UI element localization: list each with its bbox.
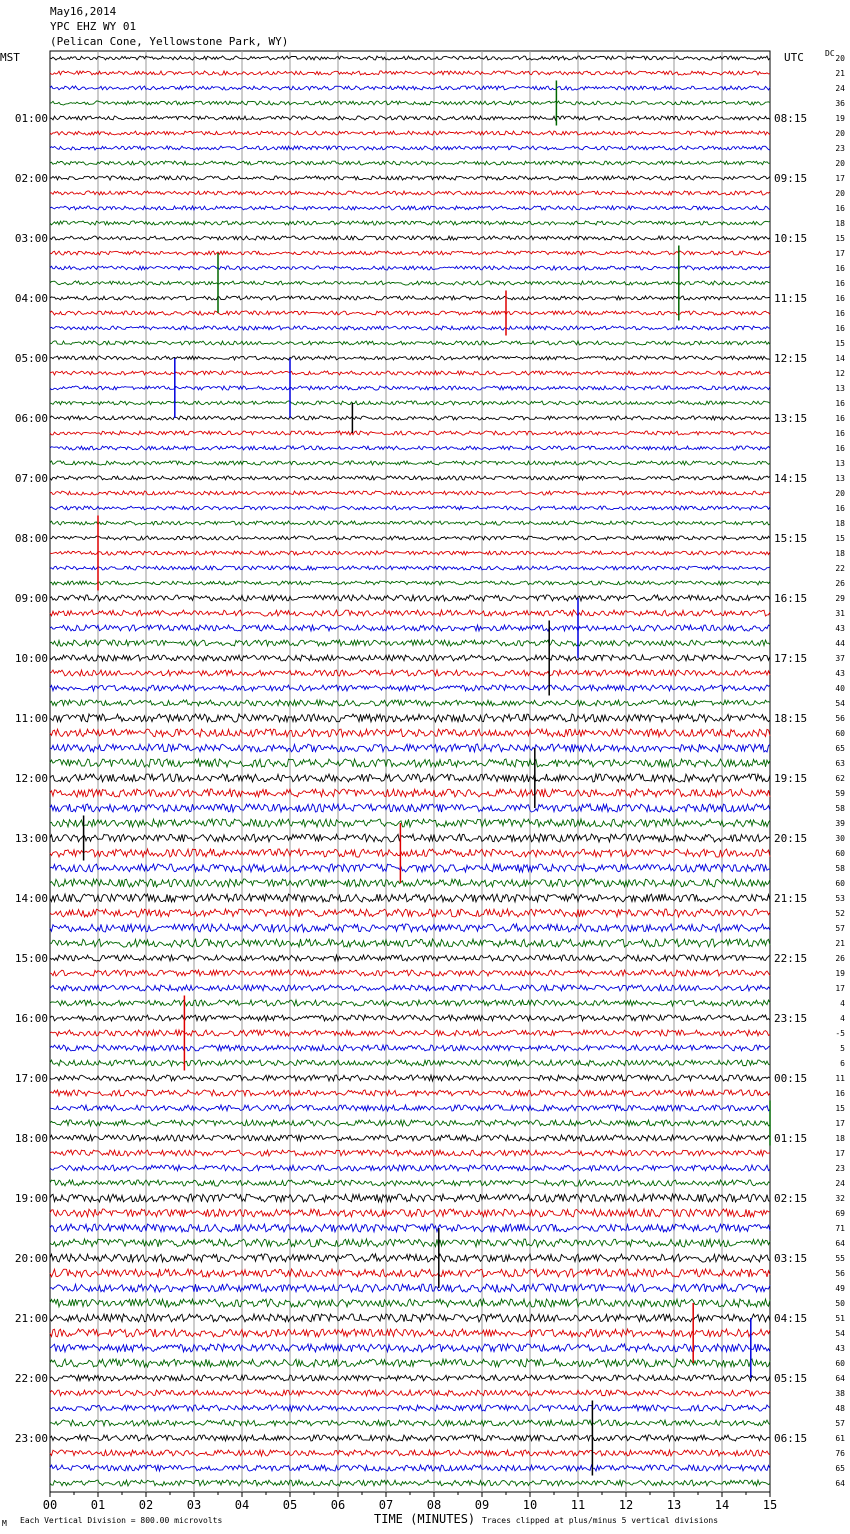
dc-offset-value: 16: [835, 429, 845, 438]
trace-line: [50, 1000, 770, 1006]
x-tick-label: 04: [234, 1498, 250, 1512]
left-hour-label: 08:00: [14, 532, 48, 545]
trace-line: [50, 700, 770, 706]
dc-offset-value: 17: [835, 1119, 845, 1128]
dc-offset-value: 71: [835, 1224, 845, 1233]
dc-offset-value: 18: [835, 549, 845, 558]
dc-offset-value: 16: [835, 324, 845, 333]
right-hour-label: 19:15: [774, 772, 808, 785]
dc-offset-value: 30: [835, 834, 845, 843]
dc-offset-value: 69: [835, 1209, 845, 1218]
trace-line: [50, 625, 770, 631]
dc-offset-value: 17: [835, 984, 845, 993]
dc-offset-value: 15: [835, 534, 845, 543]
trace-line: [50, 581, 770, 585]
dc-offset-value: 59: [835, 789, 845, 798]
dc-offset-value: 44: [835, 639, 845, 648]
right-hour-label: 01:15: [774, 1132, 808, 1145]
trace-line: [50, 416, 770, 420]
dc-offset-value: 16: [835, 294, 845, 303]
right-hour-label: 12:15: [774, 352, 808, 365]
trace-line: [50, 251, 770, 255]
right-hour-label: 17:15: [774, 652, 808, 665]
dc-offset-value: 22: [835, 564, 845, 573]
x-tick-label: 03: [186, 1498, 202, 1512]
trace-line: [50, 521, 770, 525]
left-hour-label: 14:00: [14, 892, 48, 905]
dc-offset-value: 26: [835, 579, 845, 588]
trace-line: [50, 446, 770, 450]
right-hour-label: 04:15: [774, 1312, 808, 1325]
left-hour-label: 09:00: [14, 592, 48, 605]
right-hour-label: 10:15: [774, 232, 808, 245]
left-hour-label: 23:00: [14, 1432, 48, 1445]
trace-line: [50, 431, 770, 435]
dc-offset-value: 26: [835, 954, 845, 963]
left-hour-label: 19:00: [14, 1192, 48, 1205]
dc-offset-value: 37: [835, 654, 845, 663]
dc-offset-value: 65: [835, 744, 845, 753]
right-hour-label: 05:15: [774, 1372, 808, 1385]
corner-mark: M: [2, 1519, 7, 1528]
left-hour-label: 06:00: [14, 412, 48, 425]
right-hour-label: 09:15: [774, 172, 808, 185]
dc-offset-value: 24: [835, 84, 845, 93]
dc-offset-value: 54: [835, 699, 845, 708]
dc-offset-value: 57: [835, 1419, 845, 1428]
trace-line: [50, 1030, 770, 1036]
x-tick-label: 11: [570, 1498, 586, 1512]
right-hour-label: 02:15: [774, 1192, 808, 1205]
trace-line: [50, 1120, 770, 1126]
dc-offset-value: 56: [835, 714, 845, 723]
dc-offset-value: 16: [835, 1089, 845, 1098]
x-tick-label: 13: [666, 1498, 682, 1512]
trace-line: [50, 176, 770, 180]
trace-line: [50, 1435, 770, 1441]
trace-line: [50, 1135, 770, 1141]
dc-offset-value: 43: [835, 1344, 845, 1353]
right-hour-label: 15:15: [774, 532, 808, 545]
dc-offset-value: 21: [835, 69, 845, 78]
right-hour-label: 22:15: [774, 952, 808, 965]
trace-line: [50, 56, 770, 60]
trace-line: [50, 236, 770, 240]
trace-line: [50, 819, 770, 827]
trace-line: [50, 1329, 770, 1337]
trace-line: [50, 551, 770, 555]
station-title: YPC EHZ WY 01: [50, 20, 137, 33]
dc-offset-value: 65: [835, 1464, 845, 1473]
trace-line: [50, 655, 770, 661]
dc-offset-value: 13: [835, 474, 845, 483]
dc-offset-value: 58: [835, 804, 845, 813]
dc-offset-value: 15: [835, 339, 845, 348]
dc-offset-value: 32: [835, 1194, 845, 1203]
dc-offset-value: 60: [835, 879, 845, 888]
x-tick-label: 06: [330, 1498, 346, 1512]
dc-offset-value: 54: [835, 1329, 845, 1338]
trace-line: [50, 864, 770, 872]
dc-offset-value: -5: [835, 1029, 845, 1038]
trace-line: [50, 1450, 770, 1456]
x-axis-label: TIME (MINUTES): [374, 1512, 476, 1526]
trace-line: [50, 1299, 770, 1307]
trace-line: [50, 985, 770, 991]
trace-line: [50, 744, 770, 752]
left-hour-label: 07:00: [14, 472, 48, 485]
dc-offset-value: 4: [840, 1014, 845, 1023]
trace-line: [50, 640, 770, 646]
dc-offset-value: 13: [835, 459, 845, 468]
trace-line: [50, 386, 770, 390]
trace-line: [50, 789, 770, 797]
dc-offset-value: 17: [835, 1149, 845, 1158]
dc-offset-value: 64: [835, 1239, 845, 1248]
trace-line: [50, 101, 770, 105]
trace-line: [50, 670, 770, 676]
left-timezone-label: MST: [0, 51, 20, 64]
left-hour-label: 10:00: [14, 652, 48, 665]
trace-line: [50, 1150, 770, 1156]
trace-line: [50, 970, 770, 976]
dc-offset-value: 20: [835, 189, 845, 198]
dc-offset-value: 11: [835, 1074, 845, 1083]
left-hour-label: 21:00: [14, 1312, 48, 1325]
x-tick-label: 08: [426, 1498, 442, 1512]
right-hour-label: 06:15: [774, 1432, 808, 1445]
right-hour-label: 21:15: [774, 892, 808, 905]
trace-line: [50, 1090, 770, 1096]
dc-offset-value: 4: [840, 999, 845, 1008]
trace-line: [50, 939, 770, 947]
trace-line: [50, 1180, 770, 1186]
left-hour-label: 20:00: [14, 1252, 48, 1265]
date-title: May16,2014: [50, 5, 117, 18]
dc-offset-value: 38: [835, 1389, 845, 1398]
x-tick-label: 07: [378, 1498, 394, 1512]
dc-offset-value: 64: [835, 1374, 845, 1383]
dc-offset-value: 18: [835, 219, 845, 228]
x-tick-label: 01: [90, 1498, 106, 1512]
trace-line: [50, 71, 770, 75]
dc-offset-value: 12: [835, 369, 845, 378]
x-tick-label: 10: [522, 1498, 538, 1512]
dc-offset-value: 61: [835, 1434, 845, 1443]
trace-line: [50, 595, 770, 601]
trace-line: [50, 1375, 770, 1381]
trace-line: [50, 1194, 770, 1202]
right-hour-label: 03:15: [774, 1252, 808, 1265]
left-hour-label: 22:00: [14, 1372, 48, 1385]
trace-line: [50, 356, 770, 360]
left-hour-label: 11:00: [14, 712, 48, 725]
trace-line: [50, 116, 770, 120]
x-tick-label: 00: [42, 1498, 58, 1512]
trace-line: [50, 1284, 770, 1292]
dc-offset-value: 18: [835, 519, 845, 528]
trace-line: [50, 296, 770, 300]
trace-line: [50, 1314, 770, 1322]
trace-line: [50, 401, 770, 405]
dc-offset-value: 57: [835, 924, 845, 933]
trace-line: [50, 804, 770, 812]
dc-offset-value: 76: [835, 1449, 845, 1458]
dc-offset-value: 29: [835, 594, 845, 603]
trace-line: [50, 759, 770, 767]
left-hour-label: 17:00: [14, 1072, 48, 1085]
trace-line: [50, 206, 770, 210]
dc-offset-value: 16: [835, 444, 845, 453]
right-hour-label: 20:15: [774, 832, 808, 845]
left-hour-label: 05:00: [14, 352, 48, 365]
trace-line: [50, 506, 770, 510]
right-hour-label: 08:15: [774, 112, 808, 125]
trace-line: [50, 1239, 770, 1247]
dc-offset-value: 39: [835, 819, 845, 828]
dc-offset-value: 16: [835, 204, 845, 213]
trace-line: [50, 1224, 770, 1232]
trace-line: [50, 849, 770, 857]
dc-offset-value: 64: [835, 1479, 845, 1488]
trace-line: [50, 341, 770, 345]
trace-line: [50, 131, 770, 135]
dc-offset-value: 62: [835, 774, 845, 783]
dc-offset-value: 16: [835, 504, 845, 513]
right-hour-label: 23:15: [774, 1012, 808, 1025]
trace-line: [50, 729, 770, 737]
dc-offset-value: 17: [835, 174, 845, 183]
trace-line: [50, 1405, 770, 1411]
right-hour-label: 13:15: [774, 412, 808, 425]
right-hour-label: 11:15: [774, 292, 808, 305]
left-hour-label: 13:00: [14, 832, 48, 845]
trace-line: [50, 371, 770, 375]
dc-offset-value: 63: [835, 759, 845, 768]
dc-offset-value: 16: [835, 264, 845, 273]
dc-offset-value: 15: [835, 234, 845, 243]
dc-offset-value: 40: [835, 684, 845, 693]
dc-offset-value: 21: [835, 939, 845, 948]
trace-line: [50, 86, 770, 90]
trace-line: [50, 281, 770, 285]
left-hour-label: 03:00: [14, 232, 48, 245]
trace-line: [50, 1480, 770, 1486]
trace-line: [50, 834, 770, 842]
trace-line: [50, 1465, 770, 1471]
trace-line: [50, 1390, 770, 1396]
dc-offset-value: 20: [835, 159, 845, 168]
dc-offset-value: 60: [835, 1359, 845, 1368]
trace-line: [50, 1075, 770, 1081]
left-hour-label: 04:00: [14, 292, 48, 305]
x-tick-label: 15: [762, 1498, 778, 1512]
trace-line: [50, 714, 770, 722]
trace-line: [50, 1165, 770, 1171]
x-tick-label: 09: [474, 1498, 490, 1512]
dc-offset-value: 43: [835, 669, 845, 678]
dc-offset-value: 20: [835, 54, 845, 63]
trace-line: [50, 461, 770, 465]
x-tick-label: 02: [138, 1498, 154, 1512]
dc-offset-header: DC: [825, 49, 835, 58]
trace-line: [50, 311, 770, 315]
x-tick-label: 12: [618, 1498, 634, 1512]
trace-line: [50, 879, 770, 887]
x-tick-label: 14: [714, 1498, 730, 1512]
dc-offset-value: 13: [835, 384, 845, 393]
dc-offset-value: 23: [835, 1164, 845, 1173]
trace-line: [50, 266, 770, 270]
trace-line: [50, 1359, 770, 1367]
dc-offset-value: 16: [835, 309, 845, 318]
trace-line: [50, 1209, 770, 1217]
trace-line: [50, 146, 770, 150]
right-hour-label: 00:15: [774, 1072, 808, 1085]
trace-line: [50, 610, 770, 616]
trace-line: [50, 1060, 770, 1066]
left-hour-label: 15:00: [14, 952, 48, 965]
right-hour-label: 14:15: [774, 472, 808, 485]
trace-line: [50, 1015, 770, 1021]
dc-offset-value: 58: [835, 864, 845, 873]
dc-offset-value: 60: [835, 729, 845, 738]
dc-offset-value: 53: [835, 894, 845, 903]
dc-offset-value: 20: [835, 129, 845, 138]
trace-line: [50, 491, 770, 495]
trace-line: [50, 909, 770, 917]
right-hour-label: 18:15: [774, 712, 808, 725]
dc-offset-value: 15: [835, 1104, 845, 1113]
trace-line: [50, 1045, 770, 1051]
dc-offset-value: 24: [835, 1179, 845, 1188]
dc-offset-value: 20: [835, 489, 845, 498]
trace-line: [50, 774, 770, 782]
dc-offset-value: 52: [835, 909, 845, 918]
trace-line: [50, 221, 770, 225]
right-timezone-label: UTC: [784, 51, 804, 64]
trace-line: [50, 894, 770, 902]
trace-line: [50, 1344, 770, 1352]
dc-offset-value: 19: [835, 114, 845, 123]
trace-line: [50, 924, 770, 932]
dc-offset-value: 55: [835, 1254, 845, 1263]
dc-offset-value: 14: [835, 354, 845, 363]
dc-offset-value: 51: [835, 1314, 845, 1323]
location-title: (Pelican Cone, Yellowstone Park, WY): [50, 35, 289, 48]
dc-offset-value: 48: [835, 1404, 845, 1413]
clip-note: Traces clipped at plus/minus 5 vertical divisions: [482, 1516, 719, 1525]
left-hour-label: 02:00: [14, 172, 48, 185]
trace-line: [50, 955, 770, 961]
dc-offset-value: 5: [840, 1044, 845, 1053]
trace-line: [50, 161, 770, 165]
trace-line: [50, 1420, 770, 1426]
left-hour-label: 01:00: [14, 112, 48, 125]
dc-offset-value: 31: [835, 609, 845, 618]
trace-line: [50, 326, 770, 330]
trace-line: [50, 1269, 770, 1277]
dc-offset-value: 16: [835, 279, 845, 288]
dc-offset-value: 23: [835, 144, 845, 153]
left-hour-label: 18:00: [14, 1132, 48, 1145]
trace-line: [50, 536, 770, 540]
dc-offset-value: 16: [835, 399, 845, 408]
left-hour-label: 12:00: [14, 772, 48, 785]
dc-offset-value: 6: [840, 1059, 845, 1068]
trace-line: [50, 685, 770, 691]
dc-offset-value: 36: [835, 99, 845, 108]
dc-offset-value: 19: [835, 969, 845, 978]
dc-offset-value: 16: [835, 414, 845, 423]
left-hour-label: 16:00: [14, 1012, 48, 1025]
x-tick-label: 05: [282, 1498, 298, 1512]
trace-line: [50, 1254, 770, 1262]
dc-offset-value: 50: [835, 1299, 845, 1308]
trace-line: [50, 566, 770, 570]
dc-offset-value: 56: [835, 1269, 845, 1278]
right-hour-label: 16:15: [774, 592, 808, 605]
dc-offset-value: 43: [835, 624, 845, 633]
trace-line: [50, 1105, 770, 1111]
trace-line: [50, 476, 770, 480]
dc-offset-value: 17: [835, 249, 845, 258]
dc-offset-value: 60: [835, 849, 845, 858]
scale-note: Each Vertical Division = 800.00 microvolts: [20, 1516, 223, 1525]
dc-offset-value: 49: [835, 1284, 845, 1293]
trace-line: [50, 191, 770, 195]
dc-offset-value: 18: [835, 1134, 845, 1143]
